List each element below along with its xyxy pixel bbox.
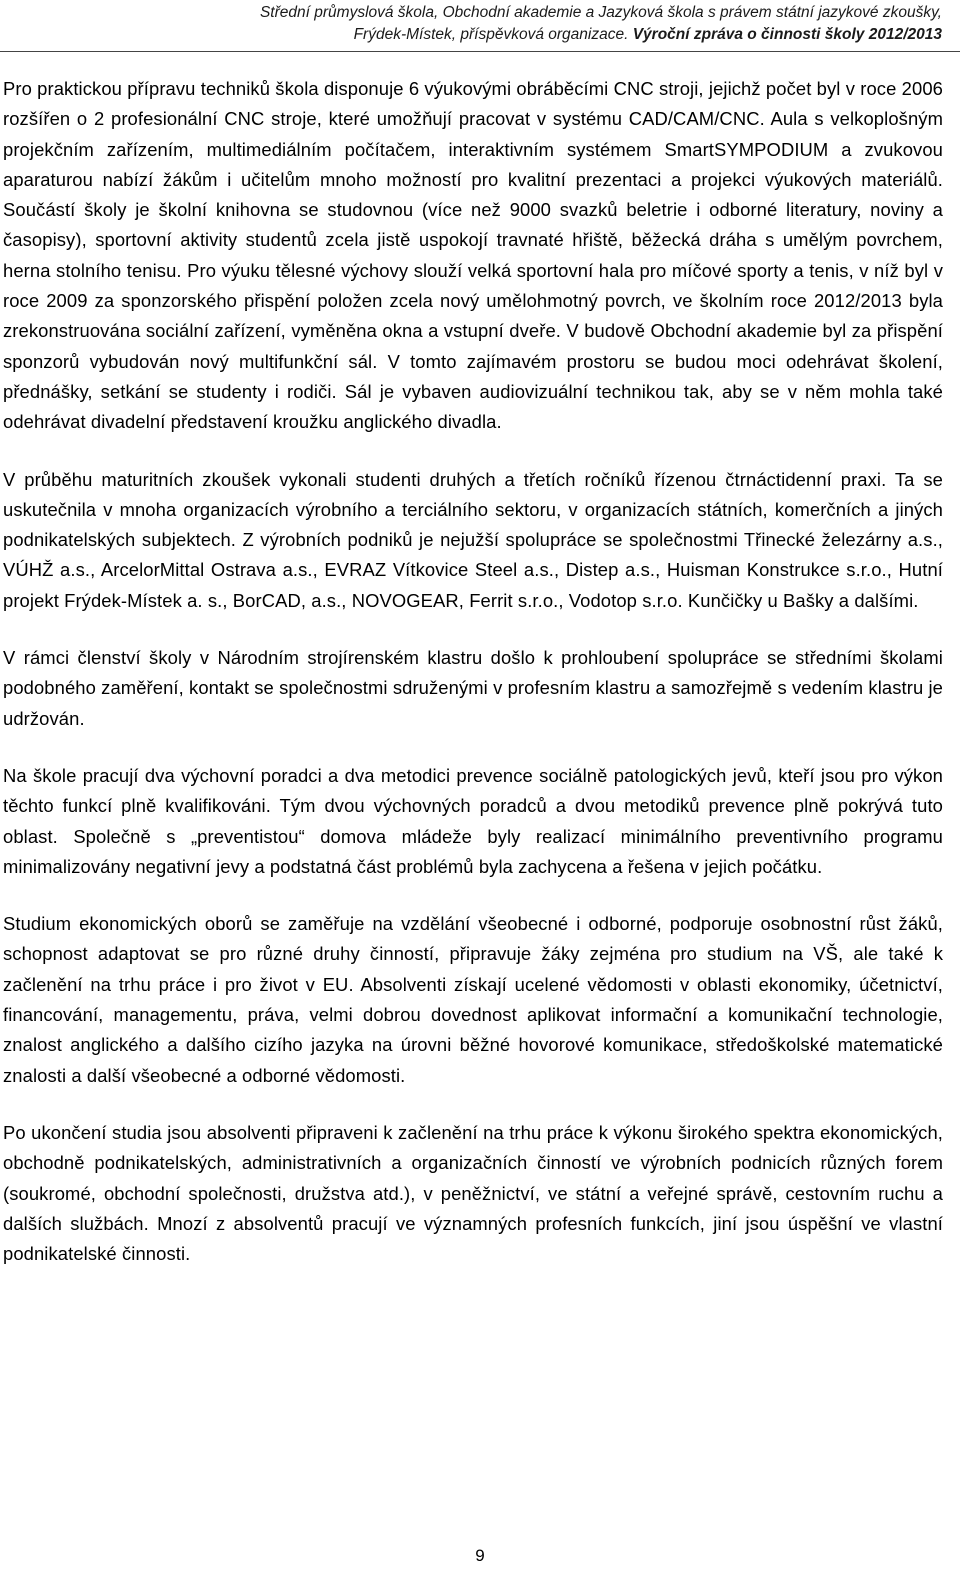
running-header (260, 2, 942, 46)
paragraph-facilities: Pro praktickou přípravu techniků škola disponuje 6 výukovými obráběcími CNC stroji, jejichž počet byl v roce 2006 rozšířen o 2 profesionální CNC stroje, které umožňují pracovat v systému CAD/CAM/CNC. Aula s velkoplošným projekčním zařízením, multimediálním počítačem, interaktivním systémem SmartSYMPODIUM a zvukovou aparaturou nabízí žákům i učitelům mnoho možností pro kvalitní prezentaci a projekci výukových materiálů. Součástí školy je školní knihovna se studovnou (více než 9000 svazků beletrie i odborné literatury, noviny a časopisy), sportovní aktivity studentů zcela jistě uspokojí travnaté hřiště, běžecká dráha s umělým povrchem, herna stolního tenisu. Pro výuku tělesné výchovy slouží velká sportovní hala pro míčové sporty a tenis, v níž byl v roce 2009 za sponzorského přispění položen zcela nový umělohmotný povrch, ve školním roce 2012/2013 byla zrekonstruována sociální zařízení, vyměněna okna a vstupní dveře. V budově Obchodní akademie byl za přispění sponzorů vybudován nový multifunkční sál. V tomto zajímavém prostoru se budou moci odehrávat školení, přednášky, setkání se studenty i rodiči. Sál je vybaven audiovizuální technikou tak, aby se v něm mohla také odehrávat divadelní představení kroužku anglického divadla. (3, 78, 943, 433)
paragraph-cluster: V rámci členství školy v Národním strojírenském klastru došlo k prohloubení spolupráce se středními školami podobného zaměření, kontakt se společnostmi sdruženými v profesním klastru a samozřejmě s vedením klastru je udržován. (3, 647, 943, 729)
header-divider (0, 51, 960, 52)
paragraph-graduates: Po ukončení studia jsou absolventi připraveni k začlenění na trhu práce k výkonu širokého spektra ekonomických, obchodně podnikatelských, administrativních a organizačních činností ve výrobních podnicích různých forem (soukromé, obchodní společnosti, družstva atd.), v peněžnictví, ve státní a veřejné správě, cestovním ruchu a dalších službách. Mnozí z absolventů pracují ve významných profesních funkcích, jiní jsou úspěšní ve vlastní podnikatelské činnosti. (3, 1121, 943, 1265)
header-organization: Frýdek-Místek, příspěvková organizace. (353, 26, 629, 43)
header-report-title: Výroční zpráva o činnosti školy 2012/2013 (632, 26, 942, 43)
paragraph-prevention: Na škole pracují dva výchovní poradci a dva metodici prevence sociálně patologických jevů, kteří jsou pro výkon těchto funkcí plně kvalifikováni. Tým dvou výchovných poradců a dvou metodiků prevence plně pokrývá tuto oblast. Společně s „preventistou“ domova mládeže byly realizací minimálního preventivního programu minimalizovány negativní jevy a podstatná část problémů byla zachycena a řešena v jejich počátku. (3, 764, 943, 877)
header-line-1: Střední průmyslová škola, Obchodní akademie a Jazyková škola s právem státní jazykové zkoušky, (259, 4, 942, 21)
header-line-2 (260, 24, 942, 46)
body-text (3, 74, 943, 1296)
paragraph-economics-study: Studium ekonomických oborů se zaměřuje na vzdělání všeobecné i odborné, podporuje osobnostní růst žáků, schopnost adaptovat se pro různé druhy činností, připravuje žáky zejména pro studium na VŠ, ale také k začlenění na trhu práce i pro život v EU. Absolventi získají ucelené vědomosti v oblasti ekonomiky, účetnictví, financování, managementu, práva, velmi dobrou dovednost aplikovat informační a komunikační technologie, znalost anglického a dalšího cizího jazyka na úrovni běžné hovorové komunikace, středoškolské matematické znalosti a další všeobecné a odborné vědomosti. (3, 913, 943, 1086)
paragraph-practice: V průběhu maturitních zkoušek vykonali studenti druhých a třetích ročníků řízenou čtrnáctidenní praxi. Ta se uskutečnila v mnoha organizacích výrobního a terciálního sektoru, v organizacích státních, komerčních a jiných podnikatelských subjektech. Z výrobních podniků je nejužší spolupráce se společnostmi Třinecké železárny a.s., VÚHŽ a.s., ArcelorMittal Ostrava a.s., EVRAZ Vítkovice Steel a.s., Distep a.s., Huisman Konstrukce s.r.o., Hutní projekt Frýdek-Místek a. s., BorCAD, a.s., NOVOGEAR, Ferrit s.r.o., Vodotop s.r.o. Kunčičky u Bašky a dalšími. (3, 468, 943, 611)
page-number: 9 (475, 1546, 485, 1565)
